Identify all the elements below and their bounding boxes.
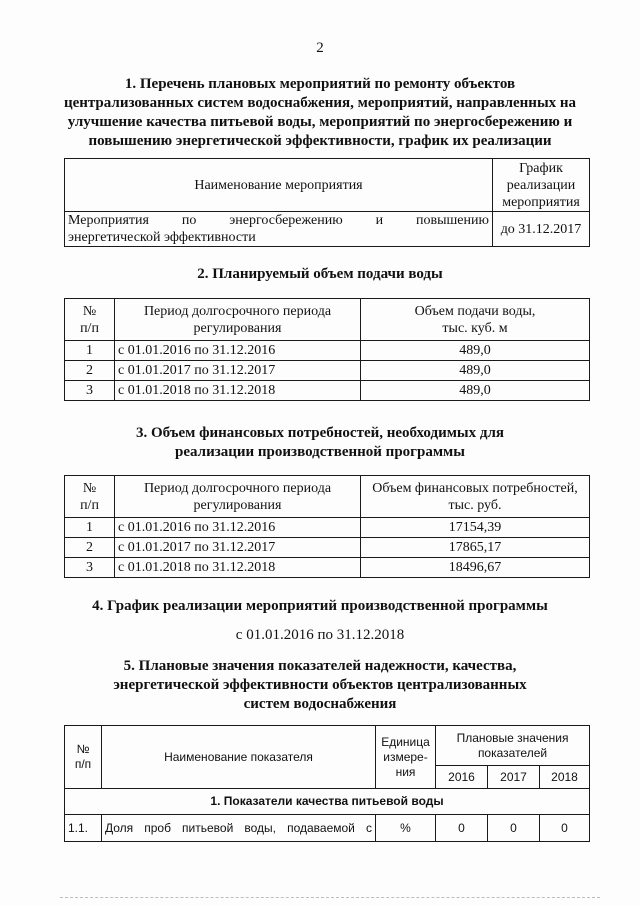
table-row xyxy=(65,212,590,247)
row-volume: 489,0 xyxy=(361,361,590,381)
column-header-unit: Единица измере- ния xyxy=(376,726,436,789)
row-period: с 01.01.2018 по 31.12.2018 xyxy=(115,558,361,578)
row-period: с 01.01.2018 по 31.12.2018 xyxy=(115,381,361,401)
row-financial-needs: 18496,67 xyxy=(361,558,590,578)
row-number: 1 xyxy=(65,518,115,538)
row-period: с 01.01.2016 по 31.12.2016 xyxy=(115,341,361,361)
column-header-financial-needs: Объем финансовых потребностей, тыс. руб. xyxy=(361,476,590,518)
row-number: 1.1. xyxy=(65,815,102,842)
section-4-period: с 01.01.2016 по 31.12.2018 xyxy=(235,627,405,643)
row-number: 3 xyxy=(65,381,115,401)
table-header-row xyxy=(65,476,590,518)
table-header-row xyxy=(65,159,590,212)
column-header-year-2016: 2016 xyxy=(436,766,488,789)
row-volume: 489,0 xyxy=(361,381,590,401)
table-row xyxy=(65,518,590,538)
column-header-indicator-name: Наименование показателя xyxy=(102,726,376,789)
table-header-row xyxy=(65,726,590,766)
section-2-title: 2. Планируемый объем подачи воды xyxy=(197,266,443,282)
row-number: 1 xyxy=(65,341,115,361)
column-header-year-2018: 2018 xyxy=(540,766,590,789)
value-2018: 0 xyxy=(540,815,590,842)
page-number: 2 xyxy=(316,40,324,56)
measure-name-cell: Мероприятия по энергосбережению и повышению энергетической эффективности xyxy=(65,212,493,247)
row-period: с 01.01.2017 по 31.12.2017 xyxy=(115,538,361,558)
section-2-table xyxy=(64,298,590,401)
row-number: 2 xyxy=(65,538,115,558)
column-header-name: Наименование мероприятия xyxy=(65,159,493,212)
table-row xyxy=(65,815,590,842)
table-group-row xyxy=(65,789,590,815)
table-row xyxy=(65,381,590,401)
table-header-row xyxy=(65,299,590,341)
row-number: 2 xyxy=(65,361,115,381)
section-3-table xyxy=(64,475,590,578)
indicator-name-cell: Доля проб питьевой воды, подаваемой с xyxy=(102,815,376,842)
column-header-year-2017: 2017 xyxy=(488,766,540,789)
section-1-table xyxy=(64,158,590,247)
column-header-planned-values: Плановые значения показателей xyxy=(436,726,590,766)
row-period: с 01.01.2017 по 31.12.2017 xyxy=(115,361,361,381)
row-financial-needs: 17154,39 xyxy=(361,518,590,538)
row-period: с 01.01.2016 по 31.12.2016 xyxy=(115,518,361,538)
value-2017: 0 xyxy=(488,815,540,842)
page-bottom-edge xyxy=(60,897,600,898)
row-financial-needs: 17865,17 xyxy=(361,538,590,558)
column-header-number: № п/п xyxy=(65,299,115,341)
row-volume: 489,0 xyxy=(361,341,590,361)
column-header-period: Период долгосрочного периода регулирования xyxy=(115,476,361,518)
schedule-cell: до 31.12.2017 xyxy=(493,212,590,247)
table-row xyxy=(65,538,590,558)
row-number: 3 xyxy=(65,558,115,578)
section-5-table xyxy=(64,725,590,842)
section-5-title: 5. Плановые значения показателей надежности, качества, энергетической эффективности объектов централизованных систем водоснабжения xyxy=(113,658,527,712)
section-4-title: 4. График реализации мероприятий производственной программы xyxy=(92,598,548,614)
column-header-volume: Объем подачи воды, тыс. куб. м xyxy=(361,299,590,341)
value-2016: 0 xyxy=(436,815,488,842)
section-1-title: 1. Перечень плановых мероприятий по ремонту объектов централизованных систем водоснабжения, мероприятий, направленных на улучшение качества питьевой воды, мероприятий по энергосбережению и повышению энергетической эффективности, график их реализации xyxy=(63,76,577,149)
column-header-period: Период долгосрочного периода регулирования xyxy=(115,299,361,341)
section-3-title: 3. Объем финансовых потребностей, необходимых для реализации производственной программы xyxy=(135,425,505,460)
table-row xyxy=(65,558,590,578)
table-row xyxy=(65,361,590,381)
column-header-schedule: График реализации мероприятия xyxy=(493,159,590,212)
column-header-number: № п/п xyxy=(65,726,102,789)
group-title: 1. Показатели качества питьевой воды xyxy=(65,789,590,815)
column-header-number: № п/п xyxy=(65,476,115,518)
table-row xyxy=(65,341,590,361)
unit-cell: % xyxy=(376,815,436,842)
